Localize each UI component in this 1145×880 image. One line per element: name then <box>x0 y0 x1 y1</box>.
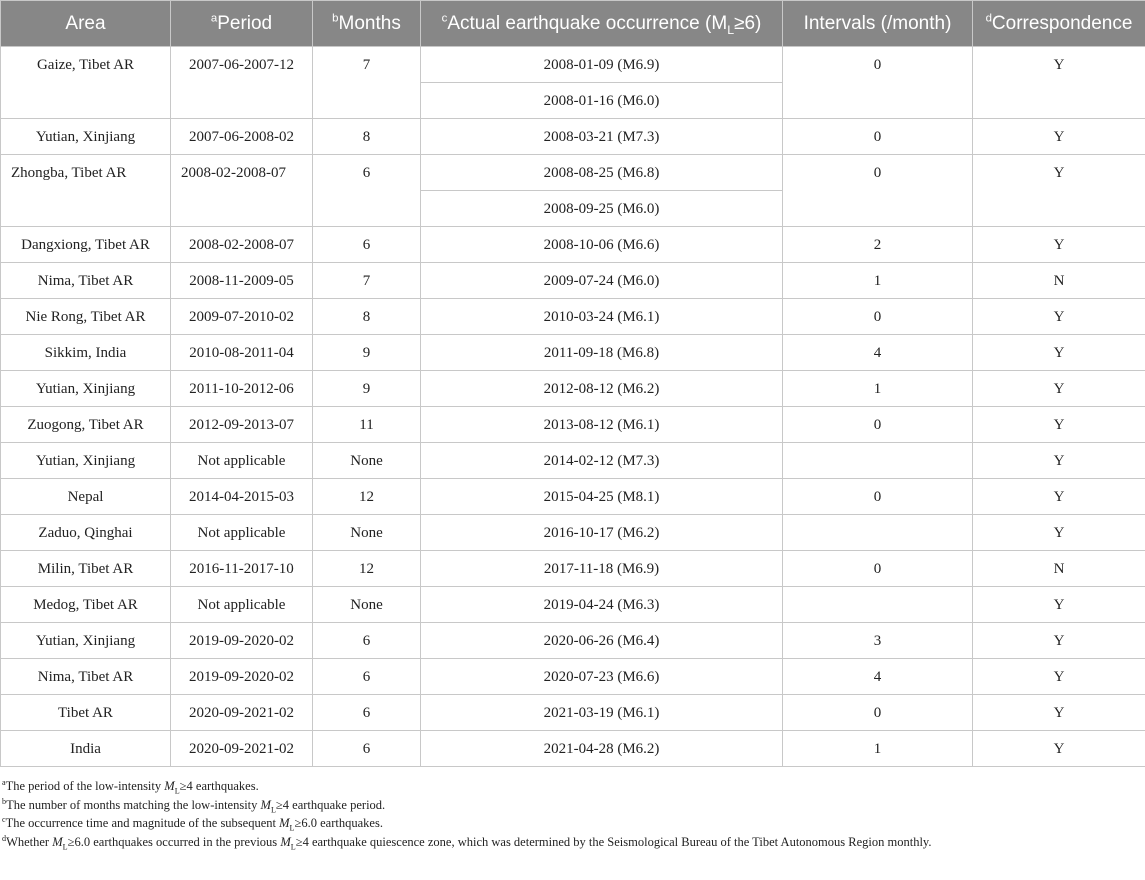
cell-correspondence: Y <box>973 443 1145 479</box>
cell-months: 9 <box>313 335 421 371</box>
cell-area: India <box>1 731 171 767</box>
cell-intervals: 0 <box>783 299 973 335</box>
cell-actual: 2008-01-16 (M6.0) <box>421 83 783 119</box>
footnote-symbol: M <box>260 797 271 812</box>
header-actual-suffix: ≥6) <box>734 12 762 34</box>
footnote-mark: d <box>2 833 7 843</box>
footnote-subscript: L <box>174 786 180 796</box>
table-row <box>1 299 1145 335</box>
footnote <box>2 814 1145 833</box>
table-row <box>1 731 1145 767</box>
cell-area: Gaize, Tibet AR <box>1 47 171 119</box>
cell-area: Zuogong, Tibet AR <box>1 407 171 443</box>
cell-intervals: 3 <box>783 623 973 659</box>
footnote <box>2 777 1145 796</box>
cell-area: Dangxiong, Tibet AR <box>1 227 171 263</box>
cell-actual: 2017-11-18 (M6.9) <box>421 551 783 587</box>
cell-correspondence: Y <box>973 47 1145 119</box>
cell-correspondence: Y <box>973 623 1145 659</box>
cell-months: None <box>313 443 421 479</box>
cell-months: 6 <box>313 695 421 731</box>
cell-intervals: 0 <box>783 695 973 731</box>
table-header-row <box>1 1 1145 47</box>
cell-intervals: 2 <box>783 227 973 263</box>
footnote-mark: c <box>441 12 448 25</box>
cell-actual: 2015-04-25 (M8.1) <box>421 479 783 515</box>
header-actual <box>421 1 783 47</box>
cell-area: Zhongba, Tibet AR <box>1 155 171 227</box>
footnote-subscript: L <box>62 842 68 851</box>
footnote-text: ≥6.0 earthquakes. <box>294 816 383 830</box>
cell-actual: 2008-01-09 (M6.9) <box>421 47 783 83</box>
header-area <box>1 1 171 47</box>
cell-period: 2007-06-2007-12 <box>171 47 313 119</box>
table-row <box>1 335 1145 371</box>
table-row <box>1 407 1145 443</box>
cell-intervals: 0 <box>783 479 973 515</box>
cell-correspondence: N <box>973 263 1145 299</box>
cell-area: Milin, Tibet AR <box>1 551 171 587</box>
cell-area: Yutian, Xinjiang <box>1 371 171 407</box>
header-correspondence <box>973 1 1145 47</box>
cell-area: Nie Rong, Tibet AR <box>1 299 171 335</box>
header-intervals-label: Intervals (/month) <box>803 12 952 34</box>
cell-months: None <box>313 587 421 623</box>
cell-intervals: 0 <box>783 119 973 155</box>
cell-intervals: 1 <box>783 371 973 407</box>
footnote-subscript: L <box>270 805 276 814</box>
header-correspondence-label: Correspondence <box>991 12 1133 34</box>
cell-area: Zaduo, Qinghai <box>1 515 171 551</box>
cell-correspondence: Y <box>973 371 1145 407</box>
cell-intervals: 0 <box>783 155 973 227</box>
cell-period: 2009-07-2010-02 <box>171 299 313 335</box>
footnote-mark: c <box>2 814 6 824</box>
cell-intervals: 0 <box>783 47 973 119</box>
cell-months: 8 <box>313 299 421 335</box>
cell-area: Tibet AR <box>1 695 171 731</box>
cell-months: 11 <box>313 407 421 443</box>
cell-intervals: 1 <box>783 263 973 299</box>
cell-actual: 2013-08-12 (M6.1) <box>421 407 783 443</box>
header-actual-subscript: L <box>727 22 735 37</box>
cell-months: 12 <box>313 479 421 515</box>
header-area-label: Area <box>65 12 106 34</box>
cell-correspondence: Y <box>973 335 1145 371</box>
footnote-text: The period of the low-intensity <box>5 779 165 793</box>
cell-months: 7 <box>313 263 421 299</box>
cell-intervals: 4 <box>783 659 973 695</box>
footnote-mark: b <box>332 12 339 25</box>
table-footnotes <box>0 767 1145 851</box>
cell-months: 8 <box>313 119 421 155</box>
footnote-symbol: M <box>280 834 291 849</box>
cell-period: 2010-08-2011-04 <box>171 335 313 371</box>
cell-area: Yutian, Xinjiang <box>1 119 171 155</box>
cell-period: 2019-09-2020-02 <box>171 659 313 695</box>
cell-correspondence: Y <box>973 119 1145 155</box>
table-row <box>1 371 1145 407</box>
cell-period: 2014-04-2015-03 <box>171 479 313 515</box>
footnote-text: Whether <box>6 834 53 849</box>
cell-intervals <box>783 587 973 623</box>
cell-area: Nima, Tibet AR <box>1 659 171 695</box>
cell-actual: 2008-08-25 (M6.8) <box>421 155 783 191</box>
cell-actual: 2009-07-24 (M6.0) <box>421 263 783 299</box>
cell-period: 2020-09-2021-02 <box>171 731 313 767</box>
cell-intervals: 1 <box>783 731 973 767</box>
footnote-symbol: M <box>279 816 290 830</box>
cell-months: 6 <box>313 155 421 227</box>
footnote-mark: a <box>210 12 218 25</box>
cell-months: 6 <box>313 659 421 695</box>
footnote-text: ≥4 earthquake period. <box>275 797 386 812</box>
cell-months: 6 <box>313 731 421 767</box>
footnote-text: The number of months matching the low-intensity <box>6 797 261 812</box>
cell-period: 2008-02-2008-07 <box>171 155 313 227</box>
cell-actual: 2008-03-21 (M7.3) <box>421 119 783 155</box>
cell-actual: 2008-10-06 (M6.6) <box>421 227 783 263</box>
footnote-text: ≥6.0 earthquakes occurred in the previous <box>67 834 281 849</box>
header-actual-label: Actual earthquake occurrence (M <box>447 12 728 34</box>
cell-correspondence: Y <box>973 731 1145 767</box>
header-months-label: Months <box>338 12 401 34</box>
cell-actual: 2014-02-12 (M7.3) <box>421 443 783 479</box>
table-row <box>1 443 1145 479</box>
cell-correspondence: Y <box>973 515 1145 551</box>
header-intervals <box>783 1 973 47</box>
cell-months: 6 <box>313 623 421 659</box>
table-row <box>1 479 1145 515</box>
cell-period: Not applicable <box>171 587 313 623</box>
cell-period: Not applicable <box>171 443 313 479</box>
table-row <box>1 155 1145 191</box>
table-row <box>1 695 1145 731</box>
cell-period: Not applicable <box>171 515 313 551</box>
cell-actual: 2011-09-18 (M6.8) <box>421 335 783 371</box>
header-months <box>313 1 421 47</box>
footnote-mark: a <box>2 777 6 787</box>
cell-actual: 2021-03-19 (M6.1) <box>421 695 783 731</box>
cell-correspondence: Y <box>973 227 1145 263</box>
cell-period: 2011-10-2012-06 <box>171 371 313 407</box>
cell-correspondence: Y <box>973 659 1145 695</box>
cell-area: Nima, Tibet AR <box>1 263 171 299</box>
footnote-text: ≥4 earthquake quiescence zone, which was determined by the Seismological Bureau of the Tibet Autonomous Region monthly. <box>295 834 932 849</box>
cell-months: None <box>313 515 421 551</box>
cell-correspondence: Y <box>973 695 1145 731</box>
header-period-label: Period <box>217 12 273 34</box>
cell-actual: 2020-06-26 (M6.4) <box>421 623 783 659</box>
footnote-mark: d <box>985 12 992 25</box>
cell-period: 2008-02-2008-07 <box>171 227 313 263</box>
table-row <box>1 227 1145 263</box>
cell-period: 2016-11-2017-10 <box>171 551 313 587</box>
table-body <box>1 47 1145 767</box>
cell-period: 2020-09-2021-02 <box>171 695 313 731</box>
footnote-subscript: L <box>290 842 296 851</box>
cell-actual: 2020-07-23 (M6.6) <box>421 659 783 695</box>
cell-actual: 2019-04-24 (M6.3) <box>421 587 783 623</box>
table-row <box>1 659 1145 695</box>
footnote-mark: b <box>2 796 7 806</box>
cell-correspondence: Y <box>973 479 1145 515</box>
cell-months: 7 <box>313 47 421 119</box>
cell-correspondence: Y <box>973 155 1145 227</box>
cell-correspondence: Y <box>973 299 1145 335</box>
cell-actual: 2010-03-24 (M6.1) <box>421 299 783 335</box>
footnote-symbol: M <box>52 834 63 849</box>
cell-intervals: 0 <box>783 551 973 587</box>
table-row <box>1 587 1145 623</box>
cell-correspondence: Y <box>973 407 1145 443</box>
footnote <box>2 796 1145 815</box>
cell-intervals: 0 <box>783 407 973 443</box>
cell-area: Yutian, Xinjiang <box>1 623 171 659</box>
cell-period: 2008-11-2009-05 <box>171 263 313 299</box>
header-period <box>171 1 313 47</box>
cell-area: Yutian, Xinjiang <box>1 443 171 479</box>
footnote-text: ≥4 earthquakes. <box>179 779 259 793</box>
cell-period: 2012-09-2013-07 <box>171 407 313 443</box>
footnote-symbol: M <box>164 779 175 793</box>
footnote-text: The occurrence time and magnitude of the subsequent <box>5 816 280 830</box>
cell-area: Sikkim, India <box>1 335 171 371</box>
cell-actual: 2016-10-17 (M6.2) <box>421 515 783 551</box>
cell-period: 2019-09-2020-02 <box>171 623 313 659</box>
cell-area: Nepal <box>1 479 171 515</box>
cell-months: 9 <box>313 371 421 407</box>
cell-period: 2007-06-2008-02 <box>171 119 313 155</box>
table-row <box>1 47 1145 83</box>
cell-intervals <box>783 515 973 551</box>
cell-actual: 2008-09-25 (M6.0) <box>421 191 783 227</box>
table-row <box>1 551 1145 587</box>
cell-actual: 2021-04-28 (M6.2) <box>421 731 783 767</box>
table-row <box>1 515 1145 551</box>
footnote <box>2 833 1145 852</box>
cell-months: 6 <box>313 227 421 263</box>
table-row <box>1 263 1145 299</box>
cell-actual: 2012-08-12 (M6.2) <box>421 371 783 407</box>
cell-correspondence: Y <box>973 587 1145 623</box>
table-row <box>1 623 1145 659</box>
cell-intervals <box>783 443 973 479</box>
cell-correspondence: N <box>973 551 1145 587</box>
table-row <box>1 119 1145 155</box>
footnote-subscript: L <box>289 823 295 833</box>
cell-months: 12 <box>313 551 421 587</box>
cell-intervals: 4 <box>783 335 973 371</box>
cell-area: Medog, Tibet AR <box>1 587 171 623</box>
